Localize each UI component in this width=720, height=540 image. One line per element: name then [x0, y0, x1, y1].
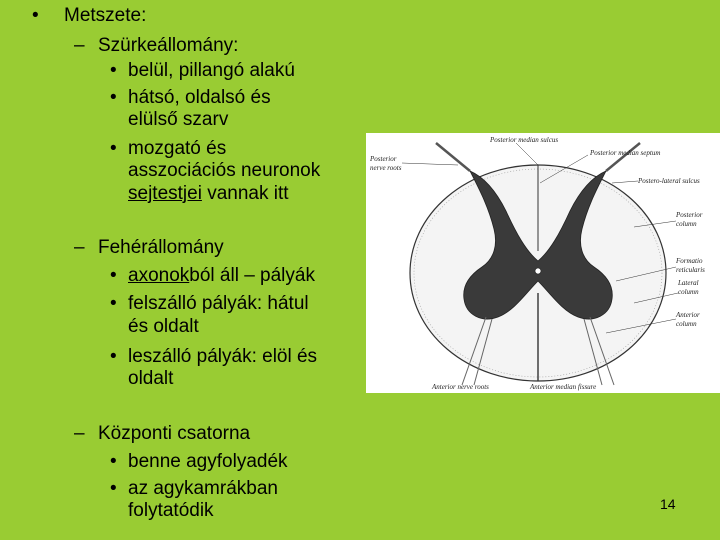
dash-central-canal: –	[74, 423, 85, 444]
list-item-cont: asszociációs neuronok	[128, 160, 321, 181]
list-item: az agykamrákban	[128, 478, 278, 499]
posterior-nerve-root-right	[606, 143, 640, 171]
bullet-l3: •	[110, 87, 117, 108]
list-item: leszálló pályák: elöl és	[128, 346, 318, 367]
underlined-term-axonok: axonok	[128, 265, 190, 286]
list-item: mozgató és	[128, 138, 227, 159]
list-item: hátsó, oldalsó és	[128, 87, 271, 108]
spinal-cord-diagram	[366, 133, 720, 393]
spinal-cord-svg	[366, 133, 720, 393]
label-posterior-nerve-roots-2: nerve roots	[370, 164, 402, 172]
label-formatio-2: reticularis	[676, 266, 705, 274]
label-posterior-median-septum: Posterior median septum	[590, 149, 661, 157]
list-item-rest: ból áll – pályák	[189, 265, 315, 286]
underlined-term-sejtestjei: sejtestjei	[128, 183, 202, 204]
list-item: belül, pillangó alakú	[128, 60, 295, 81]
label-anterior-median-fissure: Anterior median fissure	[530, 383, 597, 391]
list-item	[128, 265, 315, 287]
dash-grey-matter: –	[74, 35, 85, 56]
label-formatio-1: Formatio	[676, 257, 703, 265]
list-item-cont: oldalt	[128, 368, 174, 389]
label-posterolateral-sulcus: Postero-lateral sulcus	[638, 177, 700, 185]
list-item: felszálló pályák: hátul	[128, 293, 309, 314]
list-item-cont: folytatódik	[128, 500, 214, 521]
bullet-l3: •	[110, 478, 117, 499]
page-number: 14	[660, 496, 676, 512]
label-lateral-column-1: Lateral	[678, 279, 699, 287]
heading-metszete: Metszete:	[64, 5, 147, 26]
section-white-matter-title: Fehérállomány	[98, 237, 224, 258]
list-item-suffix: vannak itt	[201, 183, 289, 204]
section-central-canal-title: Központi csatorna	[98, 423, 251, 444]
label-posterior-median-sulcus: Posterior median sulcus	[490, 136, 559, 144]
label-posterior-column-2: column	[676, 220, 697, 228]
section-grey-matter-title: Szürkeállomány:	[98, 35, 239, 56]
bullet-l3: •	[110, 293, 117, 314]
bullet-l3: •	[110, 138, 117, 159]
label-anterior-column-1: Anterior	[676, 311, 700, 319]
list-item-cont: elülső szarv	[128, 109, 229, 130]
bullet-l3: •	[110, 60, 117, 81]
central-canal	[535, 268, 541, 274]
label-anterior-column-2: column	[676, 320, 697, 328]
label-lateral-column-2: column	[678, 288, 699, 296]
posterior-nerve-root-left	[436, 143, 470, 171]
label-posterior-nerve-roots-1: Posterior	[370, 155, 397, 163]
dash-white-matter: –	[74, 237, 85, 258]
list-item-cont: és oldalt	[128, 316, 199, 337]
bullet-l1: •	[32, 5, 39, 26]
label-posterior-column-1: Posterior	[676, 211, 703, 219]
list-item-cont	[128, 183, 289, 205]
bullet-l3: •	[110, 451, 117, 472]
bullet-l3: •	[110, 265, 117, 286]
label-anterior-nerve-roots: Anterior nerve roots	[432, 383, 489, 391]
bullet-l3: •	[110, 346, 117, 367]
list-item: benne agyfolyadék	[128, 451, 288, 472]
